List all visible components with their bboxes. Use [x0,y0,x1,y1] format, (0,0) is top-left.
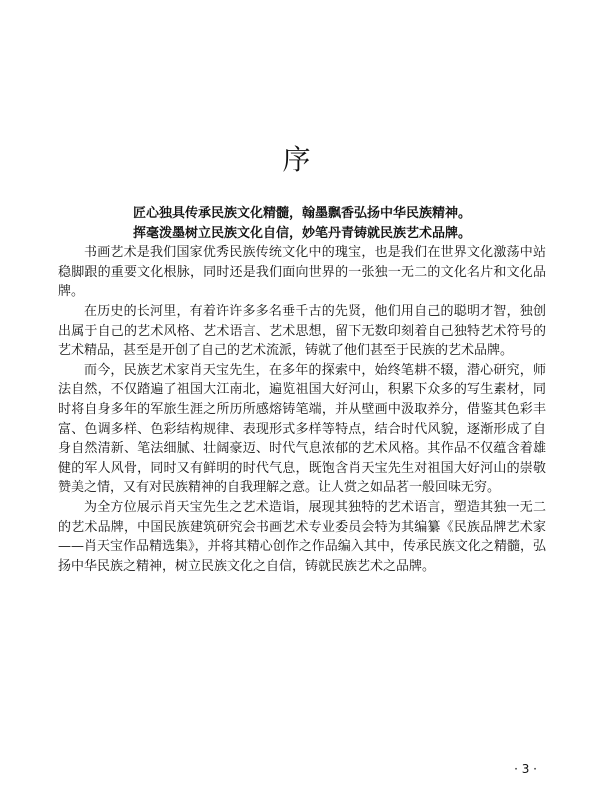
paragraph-3: 而今，民族艺术家肖天宝先生，在多年的探索中，始终笔耕不辍，潜心研究，师法自然，不仅踏遍了祖国大江南北，遍览祖国大好河山，积累下众多的写生素材，同时将自身多年的军旅生涯之所历所感熔铸笔端，并从壁画中汲取养分，借鉴其色彩丰富、色调多样、色彩结构规律、表现形式多样等特点，结合时代风貌，逐渐形成了自身自然清新、笔法细腻、壮阔豪迈、时代气息浓郁的艺术风格。其作品不仅蕴含着雄健的军人风骨，同时又有鲜明的时代气息，既饱含肖天宝先生对祖国大好河山的崇敬赞美之情，又有对民族精神的自我理解之意。让人赏之如品茗一般回味无穷。 [58,362,546,496]
heading-line-2: 挥毫泼墨树立民族文化自信，妙笔丹青铸就民族艺术品牌。 [132,225,471,241]
paragraph-1: 书画艺术是我们国家优秀民族传统文化中的瑰宝，也是我们在世界文化激荡中站稳脚跟的重要文化根脉，同时还是我们面向世界的一张独一无二的文化名片和文化品牌。 [58,245,546,300]
paragraph-2: 在历史的长河里，有着许许多多名垂千古的先贤，他们用自己的聪明才智，独创出属于自己的艺术风格、艺术语言、艺术思想，留下无数印刻着自己独特艺术符号的艺术精品，甚至是开创了自己的艺术流派，铸就了他们甚至于民族的艺术品牌。 [58,303,546,359]
preface-body [58,204,546,576]
page-title: 序 [282,143,313,176]
page-number: · 3 · [514,762,537,776]
paragraph-4: 为全方位展示肖天宝先生之艺术造诣，展现其独特的艺术语言，塑造其独一无二的艺术品牌，中国民族建筑研究会书画艺术专业委员会特为其编纂《民族品牌艺术家——肖天宝作品精选集》，并将其精心创作之作品编入其中，传承民族文化之精髓，弘扬中华民族之精神，树立民族文化之自信，铸就民族艺术之品牌。 [58,499,546,574]
heading-line-1: 匠心独具传承民族文化精髓，翰墨飘香弘扬中华民族精神。 [132,206,471,221]
